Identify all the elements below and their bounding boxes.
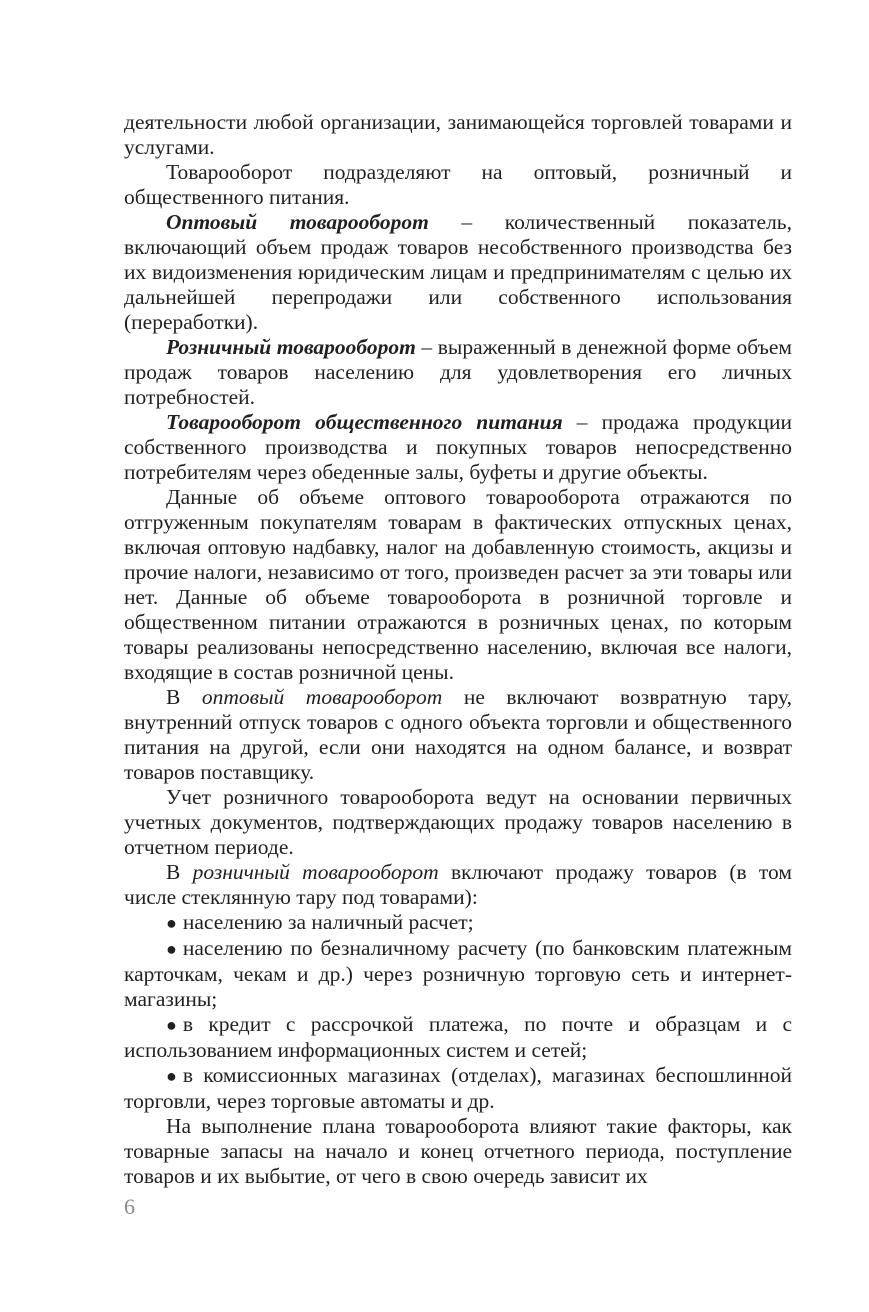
definition-wholesale-text: – количественный показатель, включающий объем продаж товаров несобственного производства без их видоизменения юридическим лицам и предпринимателям с целью их дальнейшей перепродажи или собственного использования (переработки). (124, 210, 792, 334)
list-item (124, 910, 792, 936)
page-body (124, 110, 792, 1189)
paragraph-wholesale-exclusions (124, 685, 792, 785)
bullet-icon: ● (166, 1066, 177, 1086)
bullet-icon: ● (166, 1015, 177, 1035)
page-number: 6 (124, 1194, 135, 1219)
definition-wholesale (124, 210, 792, 335)
list-item-text: в кредит с рассрочкой платежа, по почте и образцам и с использованием информационных систем и сетей; (124, 1012, 792, 1062)
list-item-text: в комиссионных магазинах (отделах), магазинах беспошлинной торговли, через торговые автоматы и др. (124, 1063, 792, 1113)
list-item (124, 1012, 792, 1063)
paragraph-prefix: В (166, 860, 193, 884)
paragraph-turnover-types: Товарооборот подразделяют на оптовый, розничный и общественного питания. (124, 160, 792, 209)
list-item (124, 1063, 792, 1114)
paragraph-wholesale-exclusions-text: не включают возвратную тару, внутренний отпуск товаров с одного объекта торговли и общественного питания на другой, если они находятся на одном балансе, и возврат товаров поставщику. (124, 685, 793, 784)
term-retail-italic: розничный товарооборот (192, 860, 439, 884)
definition-catering-text: – продажа продукции собственного производства и покупных товаров непосредственно потребителям через обеденные залы, буфеты и другие объекты. (124, 410, 793, 484)
list-item-text: населению по безналичному расчету (по банковским платежным карточкам, чекам и др.) через розничную торговую сеть и интернет-магазины; (124, 936, 792, 1011)
term-retail: Розничный товарооборот (166, 335, 416, 359)
list-item (124, 936, 792, 1012)
paragraph-prefix: В (166, 685, 202, 709)
paragraph-retail-accounting: Учет розничного товарооборота ведут на основании первичных учетных документов, подтверждающих продажу товаров населению в отчетном периоде. (124, 785, 792, 859)
paragraph-retail-inclusions-text: включают продажу товаров (в том числе стеклянную тару под товарами): (124, 860, 792, 909)
term-wholesale: Оптовый товарооборот (166, 210, 429, 234)
definition-retail-text: – выраженный в денежной форме объем продаж товаров населению для удовлетворения его личных потребностей. (124, 335, 792, 409)
definition-catering (124, 410, 792, 485)
term-wholesale-italic: оптовый товарооборот (201, 685, 443, 709)
definition-retail (124, 335, 792, 410)
paragraph-turnover-data: Данные об объеме оптового товарооборота отражаются по отгруженным покупателям товарам в фактических отпускных ценах, включая оптовую надбавку, налог на добавленную стоимость, акцизы и прочие налоги, независимо от того, произведен расчет за эти товары или нет. Данные об объеме товарооборота в розничной торговле и общественном питании отражаются в розничных ценах, по которым товары реализованы непосредственно населению, включая все налоги, входящие в состав розничной цены. (124, 485, 792, 684)
bullet-icon: ● (166, 913, 177, 933)
list-item-text: населению за наличный расчет; (182, 910, 474, 934)
paragraph-continuation: деятельности любой организации, занимающейся торговлей товарами и услугами. (124, 110, 792, 159)
bullet-icon: ● (166, 939, 177, 959)
paragraph-retail-inclusions (124, 860, 792, 910)
paragraph-plan-factors: На выполнение плана товарооборота влияют такие факторы, как товарные запасы на начало и конец отчетного периода, поступление товаров и их выбытие, от чего в свою очередь зависит их (124, 1114, 792, 1188)
term-catering: Товарооборот общественного питания (166, 410, 563, 434)
